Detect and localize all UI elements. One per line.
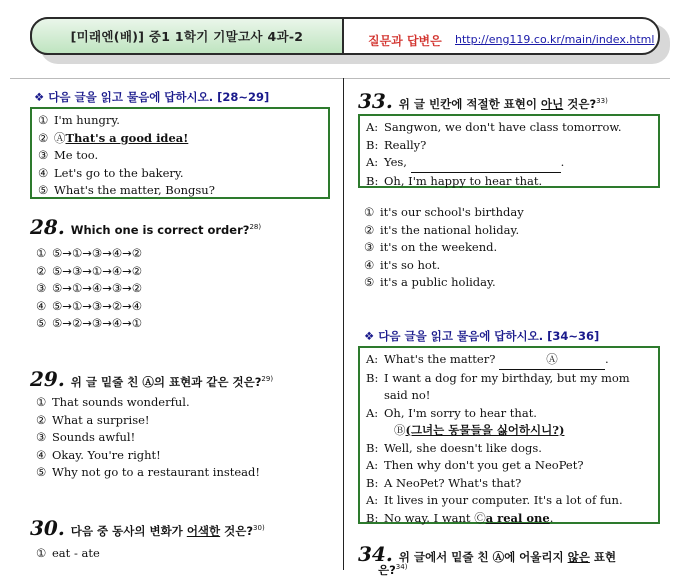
dialog-line: Ⓑ(그녀는 동물들을 싫어하시니?) (394, 423, 565, 437)
option[interactable]: ① ⑤→①→③→④→② (36, 246, 143, 260)
dialog-line: A: What's the matter? Ⓐ . (366, 351, 652, 370)
question-34-cont: 은?$^{34)}$ (378, 563, 408, 577)
dialog-line: B: Really? (366, 137, 427, 152)
dialog-line: A: Oh, I'm sorry to hear that. (366, 405, 537, 420)
column-divider (343, 78, 344, 570)
option[interactable]: ④ Okay. You're right! (36, 447, 161, 462)
passage-line: ⑤ What's the matter, Bongsu? (38, 183, 215, 197)
option[interactable]: ① it's our school's birthday (364, 205, 524, 219)
dialog-line: A: Sangwon, we don't have class tomorrow. (366, 120, 622, 134)
passage-line: ④ Let's go to the bakery. (38, 165, 184, 180)
option[interactable]: ① That sounds wonderful. (36, 395, 190, 409)
option[interactable]: ③ ⑤→①→④→③→② (36, 281, 143, 295)
option[interactable]: ② ⑤→③→①→④→② (36, 263, 143, 278)
option[interactable]: ③ Sounds awful! (36, 430, 136, 444)
option[interactable]: ① eat - ate (36, 546, 100, 560)
passage-line: ② ⒶThat's a good idea! (38, 130, 189, 145)
option[interactable]: ② What a surprise! (36, 412, 150, 427)
answer-blank (411, 154, 561, 173)
diamond-icon: ❖ (364, 329, 375, 343)
question-29: 29. 위 글 밑줄 친 Ⓐ의 표현과 같은 것은?$^{29)}$ (30, 367, 274, 391)
dialog-line: B: Oh, I'm happy to hear that. (366, 173, 543, 188)
dialog-line: B: Well, she doesn't like dogs. (366, 440, 542, 455)
option[interactable]: ④ ⑤→①→③→②→④ (36, 298, 143, 313)
option[interactable]: ⑤ ⑤→②→③→④→① (36, 316, 143, 330)
dialog-line: B: I want a dog for my birthday, but my mom said no! (366, 370, 630, 402)
section-heading-28-29: ❖ 다음 글을 읽고 물음에 답하시오. [28~29] (34, 90, 270, 104)
passage-line: ③ Me too. (38, 148, 99, 162)
question-30: 30. 다음 중 동사의 변화가 어색한 것은?$^{30)}$ (30, 516, 265, 540)
question-33: 33. 위 글 빈칸에 적절한 표현이 아닌 것은?$^{33)}$ (358, 89, 608, 113)
question-28: 28. Which one is correct order?$^{28)}$ (30, 215, 262, 239)
dialog-line: B: A NeoPet? What's that? (366, 475, 522, 490)
q29-options (36, 394, 260, 482)
blank-a: Ⓐ (499, 351, 605, 370)
exam-title: [미래엔(배)] 중1 1학기 기말고사 4과-2 (30, 17, 344, 55)
q33-options (364, 204, 524, 292)
diamond-icon: ❖ (34, 90, 45, 104)
dialog-line: B: No way. I want Ⓒa real one. (366, 510, 554, 525)
qa-label: 질문과 답변은 (368, 34, 442, 48)
option[interactable]: ③ it's on the weekend. (364, 240, 498, 254)
option[interactable]: ② it's the national holiday. (364, 222, 520, 237)
dialog-line: A: It lives in your computer. It's a lot of fun. (366, 493, 623, 507)
passage-box-28-29 (30, 107, 330, 199)
q28-options (36, 245, 142, 333)
option[interactable]: ⑤ it's a public holiday. (364, 275, 496, 289)
top-rule (10, 78, 670, 79)
option[interactable]: ④ it's so hot. (364, 257, 441, 272)
passage-line: ① I'm hungry. (38, 113, 120, 127)
dialog-line: A: Yes, . (366, 154, 652, 173)
dialog-line: A: Then why don't you get a NeoPet? (366, 458, 584, 472)
option[interactable]: ⑤ Why not go to a restaurant instead! (36, 465, 261, 479)
q30-options (36, 545, 100, 563)
question-34: 34. 위 글에서 밑줄 친 Ⓐ에 어울리지 않은 표현 (358, 542, 617, 566)
help-link[interactable]: http://eng119.co.kr/main/index.html (455, 33, 655, 46)
section-heading-34-36: ❖ 다음 글을 읽고 물음에 답하시오. [34~36] (364, 329, 600, 343)
passage-box-34-36 (358, 346, 660, 524)
dialog-box-33 (358, 114, 660, 188)
